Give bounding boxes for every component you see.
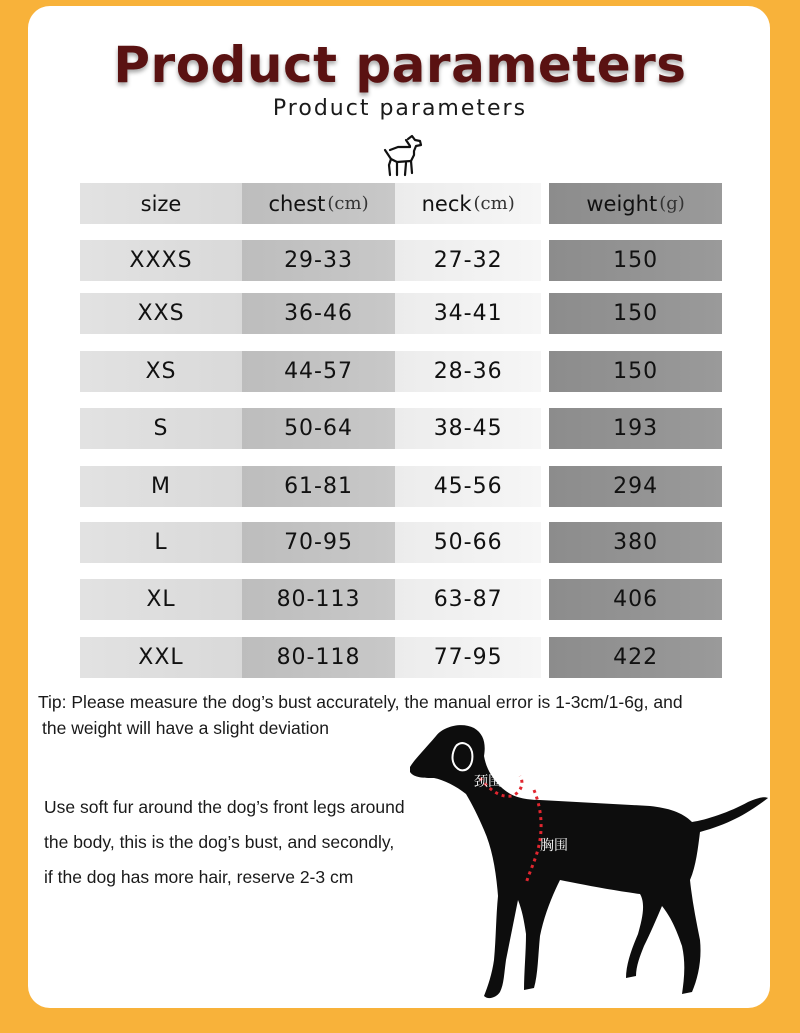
cell-weight: 422 bbox=[549, 637, 722, 678]
dog-icon bbox=[378, 133, 426, 177]
cell-weight: 193 bbox=[549, 408, 722, 449]
note-line: Use soft fur around the dog’s front legs around bbox=[44, 797, 405, 817]
page-subtitle: Product parameters bbox=[272, 96, 528, 121]
header-chest: chest (cm) bbox=[242, 183, 395, 224]
cell-neck: 45-56 bbox=[395, 466, 541, 507]
cell-size: L bbox=[80, 522, 242, 563]
dog-measurement-diagram bbox=[400, 720, 780, 1010]
cell-neck: 63-87 bbox=[395, 579, 541, 620]
tip-text: Tip: Please measure the dog’s bust accurately, the manual error is 1-3cm/1-6g, and bbox=[38, 692, 683, 712]
cell-chest: 29-33 bbox=[242, 240, 395, 281]
cell-size: XL bbox=[80, 579, 242, 620]
cell-chest: 44-57 bbox=[242, 351, 395, 392]
table-row bbox=[80, 293, 722, 334]
cell-size: XXL bbox=[80, 637, 242, 678]
cell-chest: 50-64 bbox=[242, 408, 395, 449]
cell-size: XS bbox=[80, 351, 242, 392]
cell-weight: 380 bbox=[549, 522, 722, 563]
table-row bbox=[80, 637, 722, 678]
cell-weight: 150 bbox=[549, 240, 722, 281]
table-row bbox=[80, 408, 722, 449]
chest-label: 胸围 bbox=[540, 838, 568, 854]
table-row bbox=[80, 522, 722, 563]
cell-chest: 61-81 bbox=[242, 466, 395, 507]
cell-size: S bbox=[80, 408, 242, 449]
table-row bbox=[80, 466, 722, 507]
note-line: if the dog has more hair, reserve 2-3 cm bbox=[44, 867, 354, 887]
cell-neck: 34-41 bbox=[395, 293, 541, 334]
table-header bbox=[80, 183, 722, 224]
tip-text-continued: the weight will have a slight deviation bbox=[42, 718, 329, 738]
cell-chest: 36-46 bbox=[242, 293, 395, 334]
cell-neck: 50-66 bbox=[395, 522, 541, 563]
cell-weight: 150 bbox=[549, 351, 722, 392]
header-neck: neck (cm) bbox=[395, 183, 541, 224]
table-row bbox=[80, 351, 722, 392]
cell-neck: 28-36 bbox=[395, 351, 541, 392]
cell-chest: 80-113 bbox=[242, 579, 395, 620]
cell-size: M bbox=[80, 466, 242, 507]
note-line: the body, this is the dog’s bust, and secondly, bbox=[44, 832, 395, 852]
cell-chest: 70-95 bbox=[242, 522, 395, 563]
cell-weight: 294 bbox=[549, 466, 722, 507]
neck-label: 颈围 bbox=[474, 774, 502, 790]
header-weight: weight (g) bbox=[549, 183, 722, 224]
cell-chest: 80-118 bbox=[242, 637, 395, 678]
cell-neck: 77-95 bbox=[395, 637, 541, 678]
cell-size: XXXS bbox=[80, 240, 242, 281]
cell-neck: 38-45 bbox=[395, 408, 541, 449]
dog-silhouette bbox=[410, 725, 768, 998]
cell-neck: 27-32 bbox=[395, 240, 541, 281]
cell-weight: 406 bbox=[549, 579, 722, 620]
cell-weight: 150 bbox=[549, 293, 722, 334]
header-size: size bbox=[80, 183, 242, 224]
page-title: Product parameters bbox=[113, 36, 687, 94]
table-row bbox=[80, 579, 722, 620]
cell-size: XXS bbox=[80, 293, 242, 334]
table-row bbox=[80, 240, 722, 281]
